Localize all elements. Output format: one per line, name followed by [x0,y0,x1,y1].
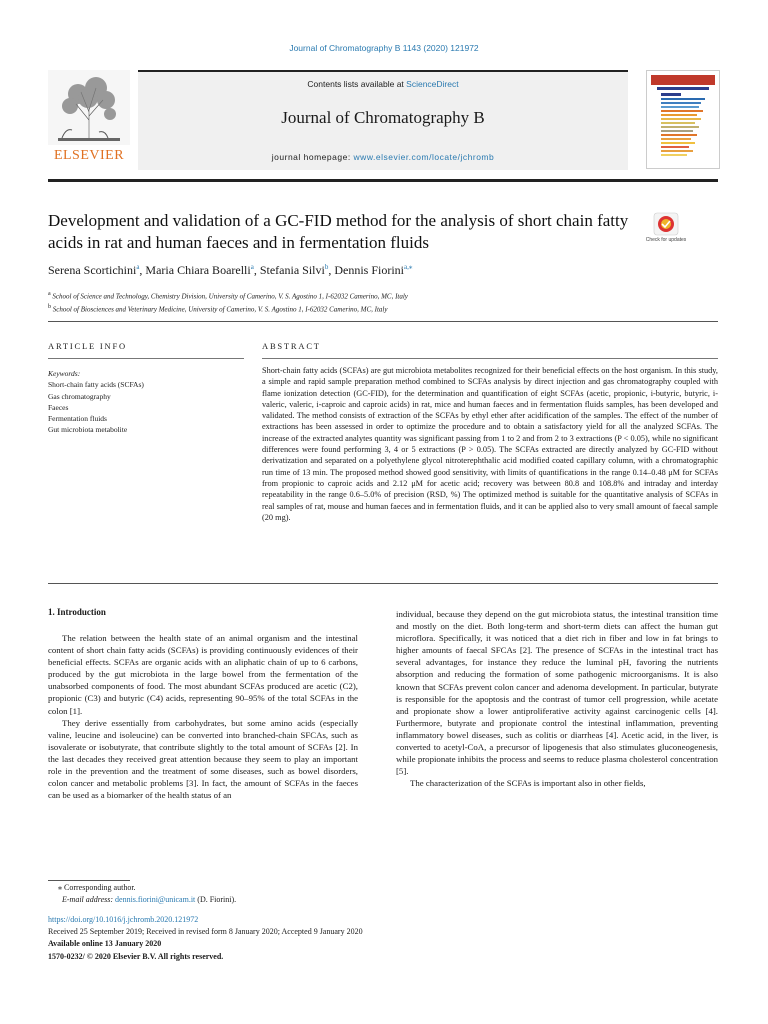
homepage-prefix: journal homepage: [271,152,354,162]
affiliation-text: School of Biosciences and Veterinary Medicine, University of Camerino, V. S. Agostino 1, I-62032 Camerino, MC, Italy [52,305,388,314]
affiliation-item [48,289,708,302]
journal-homepage-link[interactable]: www.elsevier.com/locate/jchromb [353,152,495,162]
email-label: E-mail address: [62,895,116,904]
crossmark-label: Check for updates [646,237,686,243]
publication-info [48,914,648,963]
journal-name: Journal of Chromatography B [281,108,485,127]
body-paragraph: The relation between the health state of an animal organism and the intestinal content of short chain fatty acids (SCFAs) is providing continuously evidences of their beneficial effects. SCFAs are organic acids with an aliphatic chain of up to 6 carbons, produced by the gut microbiota in the large bowel from the fermentation of the unabsorbed components of food. The most abundant SCFAs produced are acetic (C2), propionic (C3) and butyric (C4) acids, representing 90–95% of the total SCFAs in the colon [1]. [48,633,358,716]
keyword-item: Fermentation fluids [48,414,107,424]
available-online: Available online 13 January 2020 [48,939,162,949]
article-title: Development and validation of a GC-FID method for the analysis of short chain fatty acids in rat and human faeces and in fermentation fluids [48,211,629,252]
keywords-list [48,368,244,436]
affiliation-mark: a [48,291,51,297]
author-name[interactable]: Stefania Silvi [259,263,325,277]
author-name[interactable]: Maria Chiara Boarelli [145,263,251,277]
abstract-bottom-rule [48,583,718,584]
article-info-heading: ARTICLE INFO [48,341,127,351]
author-name[interactable]: Serena Scortichini [48,263,137,277]
abstract-heading: ABSTRACT [262,341,321,351]
author-name[interactable]: Dennis Fiorini [334,263,404,277]
introduction-heading: 1. Introduction [48,607,106,617]
author-list: Serena Scortichini$^a$, Maria Chiara Boarelli$^a$, Stefania Silvi$^b$, Dennis Fiorini$^{a,⁎}$ [48,263,413,277]
footnote-rule [48,880,130,881]
journal-cover-thumbnail-icon[interactable] [646,70,720,169]
section-rule [48,321,718,322]
affiliation-mark: b [48,304,51,311]
author-affiliation-mark[interactable]: a,⁎ [404,263,413,271]
body-left-column [48,632,358,801]
body-paragraph: individual, because they depend on the gut microbiota status, the intestinal transition time and mostly on the diet. Both long-term and short-term diets can affect the human gut microflora. Specifically, it was noticed that a diet rich in fiber and low in fat brings to higher amounts of faecal SFCAs [2]. The presence of SCFAs in the intestinal tract has several advantages, for instance they reduce the luminal pH, favoring the nutrients absorption and reducing the formation of some pathogenic microorganisms. It is also known that SCFAs prevent colon cancer and adenoma development. In particular, butyrate is responsible for the apoptosis and the contrast of tumor cell progression, while acetate and propionate show a lower antiproliferative activity against carcinogenic cells [4]. Furthermore, butyrate and propionate control the intestinal inflammation, preventing inflammatory bowel diseases, such as colitis or diarrheas [4]. Acetic acid, in the liver, is converted to acetyl-CoA, a precursor of lipogenesis that also stimulates gluconeogenesis, while propionate inhibits the process and seems to reduce plasma cholesterol concentration [5]. [396,609,718,777]
check-for-updates-icon[interactable] [646,212,686,248]
article-info-rule [48,358,244,359]
homepage-line [138,152,628,162]
journal-citation-link[interactable]: Journal of Chromatography B 1143 (2020) 121972 [289,43,479,53]
header-rule [48,179,718,182]
body-right-column [396,608,718,789]
contents-line [138,79,628,89]
email-suffix: (D. Fiorini). [195,895,237,904]
affiliation-item [48,302,708,315]
keyword-item: Faeces [48,402,69,412]
received-dates: Received 25 September 2019; Received in revised form 8 January 2020; Accepted 9 January 2020 [48,927,363,937]
author-affiliation-mark[interactable]: a [250,263,254,271]
corresponding-footnote [48,882,448,906]
keyword-item: Gut microbiota metabolite [48,425,128,435]
keyword-item: Gas chromatography [48,391,111,401]
author-email-link[interactable]: dennis.fiorini@unicam.it [115,895,196,904]
body-paragraph: They derive essentially from carbohydrates, but some amino acids (especially valine, leucine and isoleucine) can be converted into branched-chain SFCAs, such as isovalerate or isobutyrate, that contribute slightly to the total amount of SCFAs [2]. In the last decades they received great attention because they seem to play an important role in the prevention and the treatment of some diseases, such as bowel disorders, colon cancer and metabolic problems [3]. In fact, the amount of SCFAs in the faeces can be used as a biomarker of the health status of an [48,717,358,801]
keyword-item: Short-chain fatty acids (SCFAs) [48,380,144,390]
author-affiliation-mark[interactable]: b [324,263,329,271]
contents-prefix: Contents lists available at [307,79,407,89]
elsevier-wordmark: ELSEVIER [53,148,125,163]
sciencedirect-link[interactable]: ScienceDirect [406,79,459,89]
abstract-text: Short-chain fatty acids (SCFAs) are gut microbiota metabolites recognized for their beneficial effects on the host organism. In this study, a simple and rapid sample preparation method combined to SCFAs analysis by direct injection and gas chromatography coupled with flame ionization detection (GC-FID), for the determination and quantification of eight SCFAs (acetic, propionic, i-butyric, butyric, i-valeric, valeric, i-caproic and caproic acids) in rat, mice and human faeces and in fermentation fluids samples, has been developed and validated. The method consists of extraction of the SCFAs by ethyl ether after acidification of the samples. The effect of the number of extractions has been assessed in order to optimize the procedure and to obtain a satisfactory yield for all the analyzed SCFAs. The increase of the extracted analytes quantity was significant passing from 1 to 2 and from 2 to 3 extractions (P < 0.05), while no significant differences were found performing 3, 4 or 5 extractions (P > 0.05). The SCFAs extracted are directly analyzed by GC-FID without derivatization and separated on a polyethylene glycol nitroterephthalic acid modified coated capillary column, with a chromatographic run time of 13 min. The proposed method showed good sensitivity, with limits of quantifications in the range 0.14–0.48 μM for SCFAs from propionic to caproic acids and 2.12 μM for acetic acid; recovery was between 80.8 and 108.8% and intraday and interday repeatability in the range 0.6–5.0% of precision (RSD, %) The optimized method is suitable for the quantitative analysis of SCFAs in real samples of rat, mouse and human faeces and in fermentation fluids, and it can be applied also to very small amount of faecal sample (20 mg). [262,366,718,522]
abstract-rule [262,358,718,359]
affiliation-text: School of Science and Technology, Chemistry Division, University of Camerino, V. S. Agostino 1, I-62032 Camerino, MC, Italy [52,292,408,301]
doi-link[interactable]: https://doi.org/10.1016/j.jchromb.2020.121972 [48,915,199,924]
body-paragraph: The characterization of the SCFAs is important also in other fields, [410,778,646,789]
copyright-line: 1570-0232/ © 2020 Elsevier B.V. All rights reserved. [48,951,224,961]
keywords-label: Keywords: [48,369,81,378]
corresponding-author-note: ⁎ Corresponding author. [58,883,136,892]
author-affiliation-mark[interactable]: a [136,263,140,271]
affiliations [48,289,708,316]
